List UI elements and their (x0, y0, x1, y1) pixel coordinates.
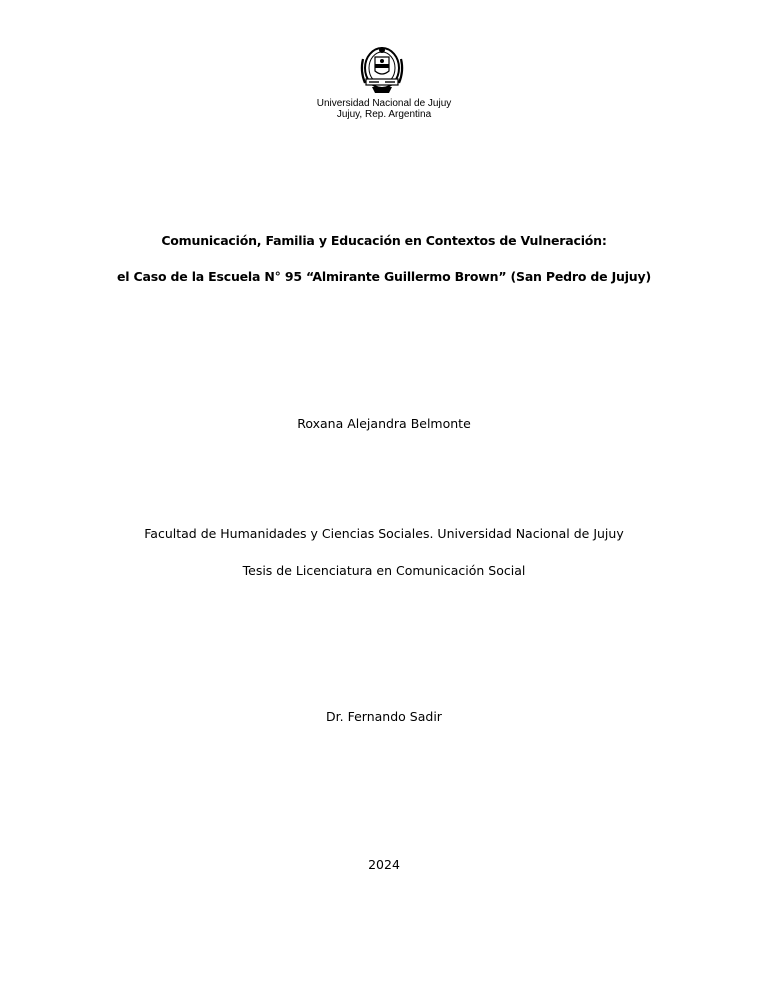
faculty-name: Facultad de Humanidades y Ciencias Sociales. Universidad Nacional de Jujuy (144, 526, 624, 541)
thesis-title-line-2: el Caso de la Escuela N° 95 “Almirante Guillermo Brown” (San Pedro de Jujuy) (117, 269, 651, 284)
institution-name: Universidad Nacional de Jujuy (316, 98, 452, 109)
advisor-name: Dr. Fernando Sadir (326, 709, 442, 724)
year: 2024 (368, 857, 400, 872)
institution-location: Jujuy, Rep. Argentina (336, 109, 432, 120)
university-seal-icon (358, 43, 406, 97)
author-name: Roxana Alejandra Belmonte (297, 416, 471, 431)
thesis-title-line-1: Comunicación, Familia y Educación en Contextos de Vulneración: (161, 233, 607, 248)
degree-name: Tesis de Licenciatura en Comunicación Social (242, 563, 526, 578)
